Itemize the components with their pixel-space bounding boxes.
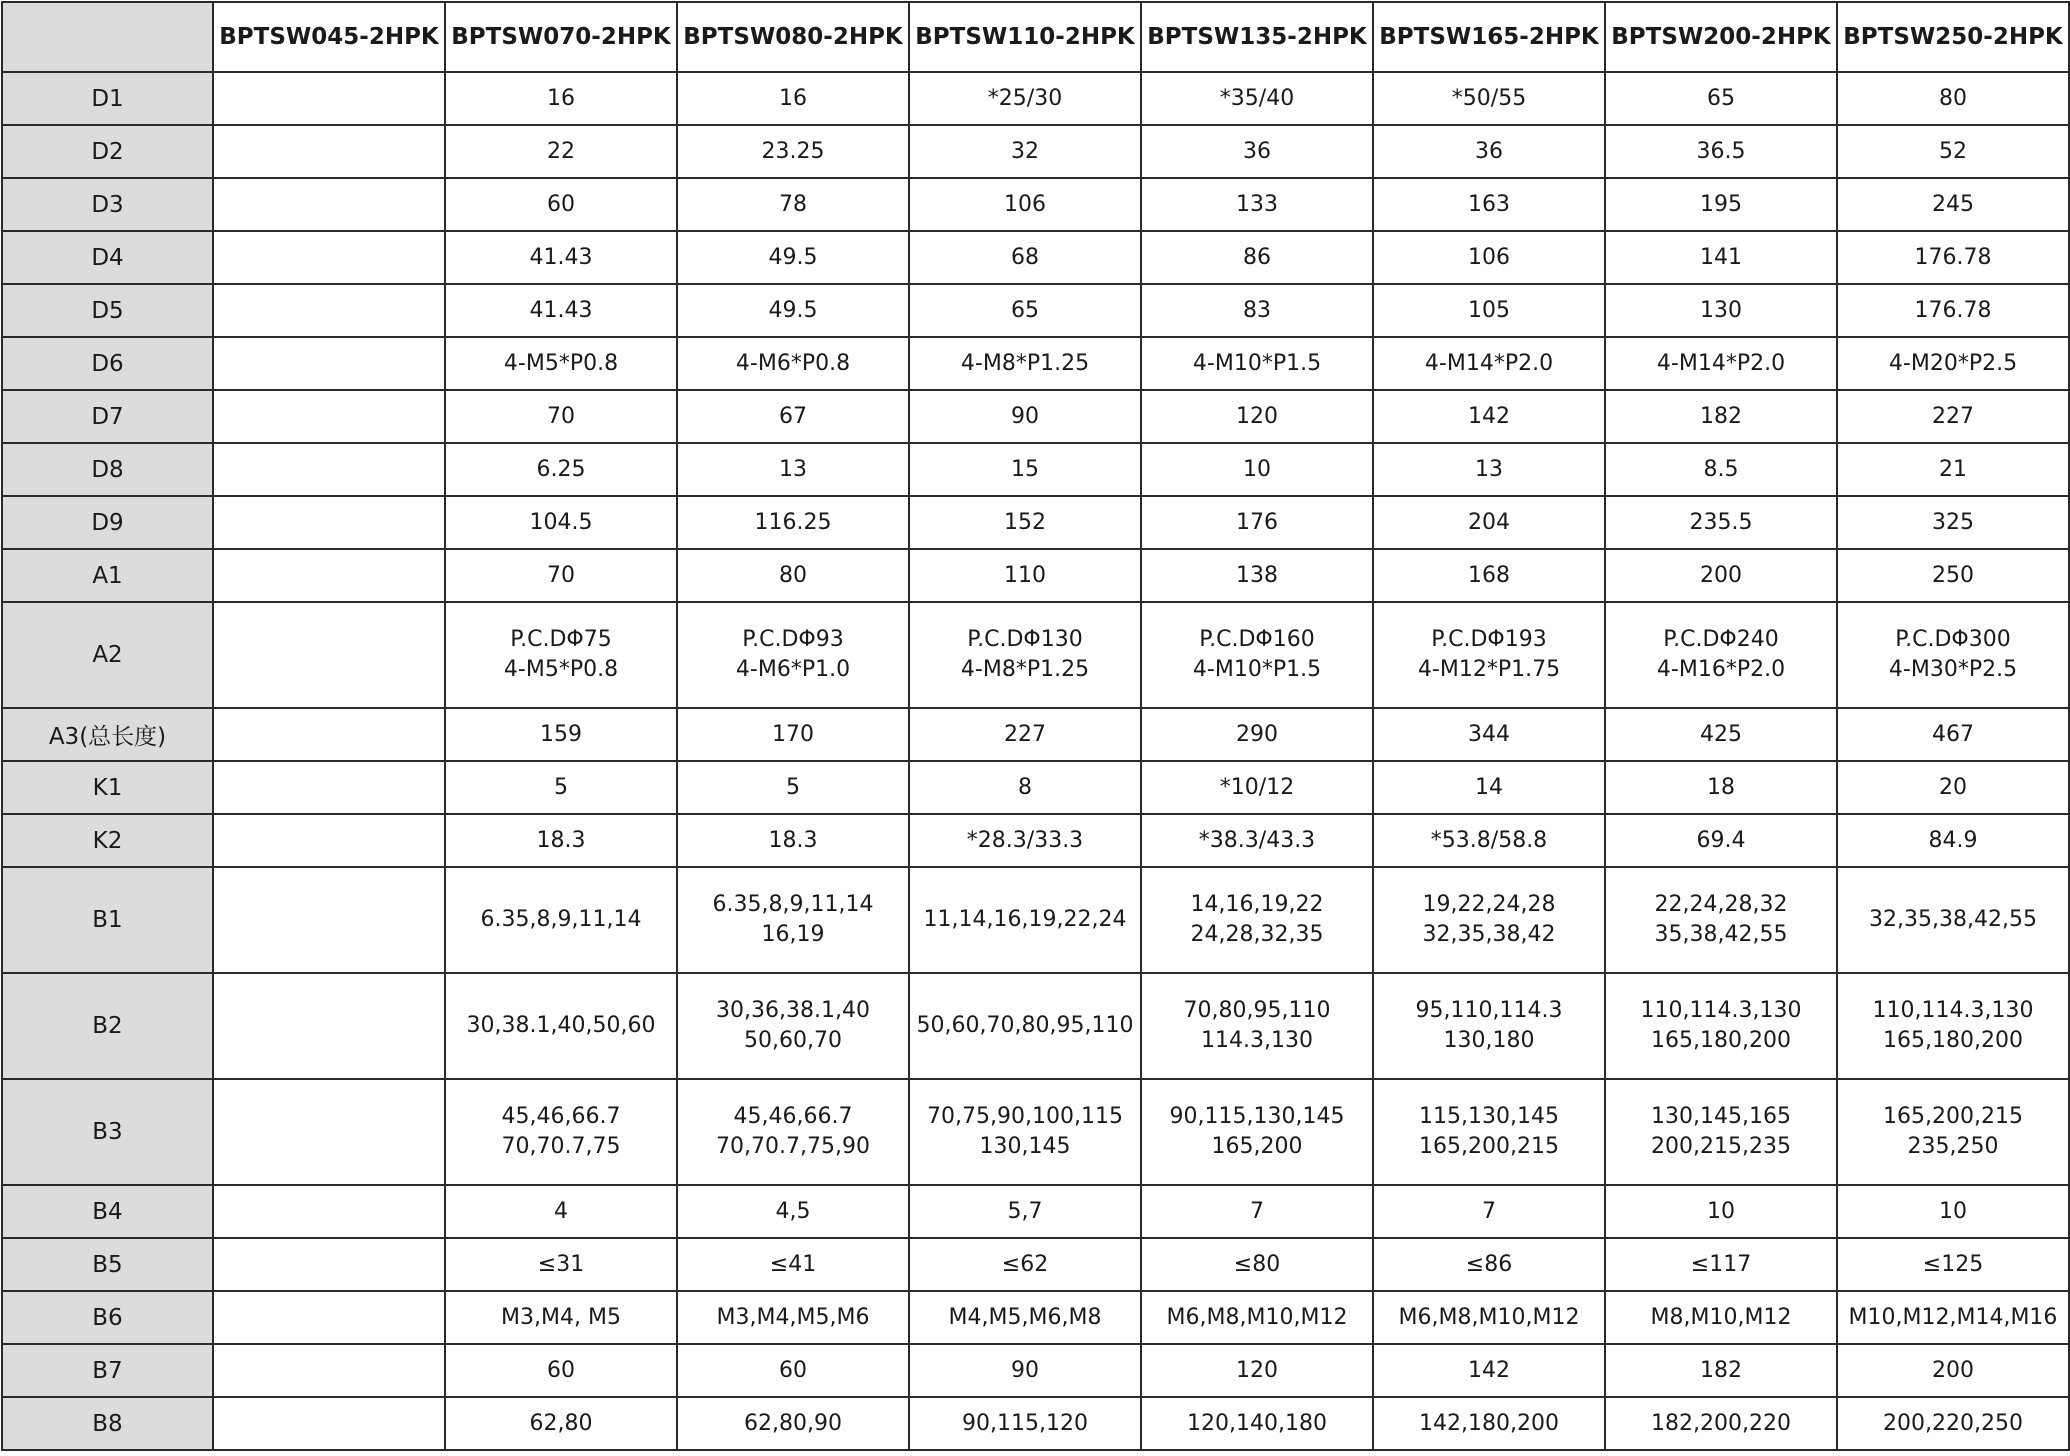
row-label: B7 xyxy=(2,1344,213,1397)
table-cell: 13 xyxy=(677,443,909,496)
table-cell xyxy=(213,1291,445,1344)
table-cell: 8 xyxy=(909,761,1141,814)
table-cell: 204 xyxy=(1373,496,1605,549)
table-cell: 115,130,145 165,200,215 xyxy=(1373,1079,1605,1185)
table-cell: 16 xyxy=(677,72,909,125)
table-cell: 4-M10*P1.5 xyxy=(1141,337,1373,390)
table-cell: *53.8/58.8 xyxy=(1373,814,1605,867)
table-cell: 227 xyxy=(909,708,1141,761)
row-label: B1 xyxy=(2,867,213,973)
table-cell: 30,36,38.1,40 50,60,70 xyxy=(677,973,909,1079)
table-cell: 78 xyxy=(677,178,909,231)
table-body xyxy=(2,72,2069,1450)
table-cell: 104.5 xyxy=(445,496,677,549)
table-cell: 50,60,70,80,95,110 xyxy=(909,973,1141,1079)
table-row xyxy=(2,708,2069,761)
table-cell: 41.43 xyxy=(445,231,677,284)
table-cell: 90 xyxy=(909,390,1141,443)
table-cell: M3,M4,M5,M6 xyxy=(677,1291,909,1344)
model-header: BPTSW250-2HPK xyxy=(1837,2,2069,72)
table-cell: 120 xyxy=(1141,1344,1373,1397)
row-label: B3 xyxy=(2,1079,213,1185)
table-cell xyxy=(213,761,445,814)
table-cell: 80 xyxy=(677,549,909,602)
table-row xyxy=(2,337,2069,390)
table-cell xyxy=(213,125,445,178)
table-cell: *50/55 xyxy=(1373,72,1605,125)
table-cell: M10,M12,M14,M16 xyxy=(1837,1291,2069,1344)
table-cell xyxy=(213,867,445,973)
table-cell xyxy=(213,549,445,602)
table-row xyxy=(2,72,2069,125)
table-cell: 116.25 xyxy=(677,496,909,549)
table-cell: 70,80,95,110 114.3,130 xyxy=(1141,973,1373,1079)
table-cell: 163 xyxy=(1373,178,1605,231)
row-label: D5 xyxy=(2,284,213,337)
row-label: D3 xyxy=(2,178,213,231)
spec-table xyxy=(1,1,2070,1451)
table-cell: 90 xyxy=(909,1344,1141,1397)
table-cell: 13 xyxy=(1373,443,1605,496)
table-cell: P.C.DΦ75 4-M5*P0.8 xyxy=(445,602,677,708)
table-row xyxy=(2,231,2069,284)
table-cell: 105 xyxy=(1373,284,1605,337)
table-cell: 5 xyxy=(445,761,677,814)
table-cell: 49.5 xyxy=(677,284,909,337)
table-cell: 5,7 xyxy=(909,1185,1141,1238)
table-cell: 65 xyxy=(909,284,1141,337)
table-row xyxy=(2,549,2069,602)
table-cell: 45,46,66.7 70,70.7,75,90 xyxy=(677,1079,909,1185)
table-cell: 4-M5*P0.8 xyxy=(445,337,677,390)
table-cell: *28.3/33.3 xyxy=(909,814,1141,867)
table-cell: 68 xyxy=(909,231,1141,284)
row-label: A1 xyxy=(2,549,213,602)
table-cell: 15 xyxy=(909,443,1141,496)
table-cell: 106 xyxy=(909,178,1141,231)
row-label: D4 xyxy=(2,231,213,284)
row-label: B5 xyxy=(2,1238,213,1291)
table-cell: 176 xyxy=(1141,496,1373,549)
row-label: K1 xyxy=(2,761,213,814)
table-cell: 45,46,66.7 70,70.7,75 xyxy=(445,1079,677,1185)
table-cell: 70,75,90,100,115 130,145 xyxy=(909,1079,1141,1185)
table-cell: ≤125 xyxy=(1837,1238,2069,1291)
table-cell: 22 xyxy=(445,125,677,178)
table-cell: P.C.DΦ193 4-M12*P1.75 xyxy=(1373,602,1605,708)
table-cell xyxy=(213,496,445,549)
header-row xyxy=(2,2,2069,72)
table-cell: 60 xyxy=(445,1344,677,1397)
table-cell: 80 xyxy=(1837,72,2069,125)
table-cell: 142 xyxy=(1373,390,1605,443)
table-cell: 250 xyxy=(1837,549,2069,602)
table-row xyxy=(2,1291,2069,1344)
table-cell: 14,16,19,22 24,28,32,35 xyxy=(1141,867,1373,973)
table-row xyxy=(2,1238,2069,1291)
table-cell: 84.9 xyxy=(1837,814,2069,867)
table-cell: 120,140,180 xyxy=(1141,1397,1373,1450)
table-cell: P.C.DΦ240 4-M16*P2.0 xyxy=(1605,602,1837,708)
table-cell: 41.43 xyxy=(445,284,677,337)
table-cell: ≤31 xyxy=(445,1238,677,1291)
table-cell: 36 xyxy=(1373,125,1605,178)
table-cell: ≤117 xyxy=(1605,1238,1837,1291)
table-cell: 18.3 xyxy=(677,814,909,867)
table-cell: *25/30 xyxy=(909,72,1141,125)
table-cell: 23.25 xyxy=(677,125,909,178)
table-cell: 60 xyxy=(445,178,677,231)
table-cell xyxy=(213,1185,445,1238)
table-cell: P.C.DΦ93 4-M6*P1.0 xyxy=(677,602,909,708)
table-cell: 4-M8*P1.25 xyxy=(909,337,1141,390)
table-cell: P.C.DΦ130 4-M8*P1.25 xyxy=(909,602,1141,708)
model-header: BPTSW135-2HPK xyxy=(1141,2,1373,72)
table-cell: *35/40 xyxy=(1141,72,1373,125)
table-cell: 165,200,215 235,250 xyxy=(1837,1079,2069,1185)
table-cell: 130,145,165 200,215,235 xyxy=(1605,1079,1837,1185)
table-cell: 32 xyxy=(909,125,1141,178)
table-cell: P.C.DΦ160 4-M10*P1.5 xyxy=(1141,602,1373,708)
table-cell: 245 xyxy=(1837,178,2069,231)
table-cell: 16 xyxy=(445,72,677,125)
row-label: A3(总长度) xyxy=(2,708,213,761)
table-cell: 62,80,90 xyxy=(677,1397,909,1450)
table-cell: 70 xyxy=(445,549,677,602)
table-cell: 290 xyxy=(1141,708,1373,761)
model-header: BPTSW045-2HPK xyxy=(213,2,445,72)
table-cell: 170 xyxy=(677,708,909,761)
row-label: B2 xyxy=(2,973,213,1079)
table-cell: 67 xyxy=(677,390,909,443)
table-cell: 176.78 xyxy=(1837,284,2069,337)
table-cell: 159 xyxy=(445,708,677,761)
model-header: BPTSW165-2HPK xyxy=(1373,2,1605,72)
table-row xyxy=(2,1344,2069,1397)
table-cell: 7 xyxy=(1141,1185,1373,1238)
table-row xyxy=(2,496,2069,549)
table-row xyxy=(2,284,2069,337)
table-cell: 4-M6*P0.8 xyxy=(677,337,909,390)
table-cell: 106 xyxy=(1373,231,1605,284)
table-cell: 467 xyxy=(1837,708,2069,761)
row-label: D2 xyxy=(2,125,213,178)
table-cell xyxy=(213,390,445,443)
table-cell: 90,115,130,145 165,200 xyxy=(1141,1079,1373,1185)
table-cell: 18 xyxy=(1605,761,1837,814)
table-row xyxy=(2,125,2069,178)
table-cell: 62,80 xyxy=(445,1397,677,1450)
table-cell: 6.35,8,9,11,14 16,19 xyxy=(677,867,909,973)
table-cell xyxy=(213,1344,445,1397)
table-cell: 8.5 xyxy=(1605,443,1837,496)
row-label: D9 xyxy=(2,496,213,549)
table-header xyxy=(2,2,2069,72)
table-cell: 18.3 xyxy=(445,814,677,867)
table-cell: 69.4 xyxy=(1605,814,1837,867)
table-row xyxy=(2,443,2069,496)
table-cell: 65 xyxy=(1605,72,1837,125)
table-cell: 4-M14*P2.0 xyxy=(1605,337,1837,390)
table-cell: 32,35,38,42,55 xyxy=(1837,867,2069,973)
table-cell xyxy=(213,72,445,125)
table-cell: M8,M10,M12 xyxy=(1605,1291,1837,1344)
table-cell: 425 xyxy=(1605,708,1837,761)
model-header: BPTSW200-2HPK xyxy=(1605,2,1837,72)
row-label: B8 xyxy=(2,1397,213,1450)
table-cell: 30,38.1,40,50,60 xyxy=(445,973,677,1079)
table-cell: 83 xyxy=(1141,284,1373,337)
row-label: B6 xyxy=(2,1291,213,1344)
table-cell xyxy=(213,1079,445,1185)
table-cell xyxy=(213,284,445,337)
table-cell: 182,200,220 xyxy=(1605,1397,1837,1450)
table-cell: 200 xyxy=(1837,1344,2069,1397)
table-cell: 6.35,8,9,11,14 xyxy=(445,867,677,973)
table-cell: 14 xyxy=(1373,761,1605,814)
table-cell: 49.5 xyxy=(677,231,909,284)
table-cell: 200,220,250 xyxy=(1837,1397,2069,1450)
table-cell: M6,M8,M10,M12 xyxy=(1373,1291,1605,1344)
table-cell: 227 xyxy=(1837,390,2069,443)
table-cell: M6,M8,M10,M12 xyxy=(1141,1291,1373,1344)
table-cell: ≤86 xyxy=(1373,1238,1605,1291)
table-cell: 4-M14*P2.0 xyxy=(1373,337,1605,390)
table-cell: 133 xyxy=(1141,178,1373,231)
table-cell: 344 xyxy=(1373,708,1605,761)
table-cell: 19,22,24,28 32,35,38,42 xyxy=(1373,867,1605,973)
table-row xyxy=(2,814,2069,867)
table-cell: 200 xyxy=(1605,549,1837,602)
table-cell: 110,114.3,130 165,180,200 xyxy=(1837,973,2069,1079)
table-cell: M3,M4, M5 xyxy=(445,1291,677,1344)
table-cell xyxy=(213,337,445,390)
row-label: D6 xyxy=(2,337,213,390)
table-row xyxy=(2,867,2069,973)
table-row xyxy=(2,1397,2069,1450)
table-cell: 235.5 xyxy=(1605,496,1837,549)
table-cell: 70 xyxy=(445,390,677,443)
table-cell xyxy=(213,1238,445,1291)
table-cell: 36 xyxy=(1141,125,1373,178)
table-cell: ≤80 xyxy=(1141,1238,1373,1291)
table-cell: 176.78 xyxy=(1837,231,2069,284)
table-cell: 130 xyxy=(1605,284,1837,337)
row-label: D8 xyxy=(2,443,213,496)
table-cell xyxy=(213,602,445,708)
table-cell: 60 xyxy=(677,1344,909,1397)
table-cell: 90,115,120 xyxy=(909,1397,1141,1450)
table-cell: 6.25 xyxy=(445,443,677,496)
corner-cell xyxy=(2,2,213,72)
table-cell: 182 xyxy=(1605,390,1837,443)
table-cell: 95,110,114.3 130,180 xyxy=(1373,973,1605,1079)
table-cell: 22,24,28,32 35,38,42,55 xyxy=(1605,867,1837,973)
table-cell: 4 xyxy=(445,1185,677,1238)
row-label: B4 xyxy=(2,1185,213,1238)
table-cell: *10/12 xyxy=(1141,761,1373,814)
table-cell: 4-M20*P2.5 xyxy=(1837,337,2069,390)
table-row xyxy=(2,602,2069,708)
table-cell: 11,14,16,19,22,24 xyxy=(909,867,1141,973)
table-cell: 152 xyxy=(909,496,1141,549)
model-header: BPTSW080-2HPK xyxy=(677,2,909,72)
table-cell xyxy=(213,231,445,284)
table-cell: P.C.DΦ300 4-M30*P2.5 xyxy=(1837,602,2069,708)
table-row xyxy=(2,178,2069,231)
row-label: D1 xyxy=(2,72,213,125)
table-cell: 142 xyxy=(1373,1344,1605,1397)
table-cell: 20 xyxy=(1837,761,2069,814)
table-cell xyxy=(213,1397,445,1450)
table-cell: 7 xyxy=(1373,1185,1605,1238)
table-cell: 110 xyxy=(909,549,1141,602)
table-cell: ≤41 xyxy=(677,1238,909,1291)
table-cell: 86 xyxy=(1141,231,1373,284)
table-cell: 168 xyxy=(1373,549,1605,602)
table-cell: 182 xyxy=(1605,1344,1837,1397)
model-header: BPTSW070-2HPK xyxy=(445,2,677,72)
table-row xyxy=(2,1079,2069,1185)
row-label: D7 xyxy=(2,390,213,443)
table-cell: 52 xyxy=(1837,125,2069,178)
table-cell: 10 xyxy=(1837,1185,2069,1238)
table-cell: 4,5 xyxy=(677,1185,909,1238)
model-header: BPTSW110-2HPK xyxy=(909,2,1141,72)
table-cell: 138 xyxy=(1141,549,1373,602)
table-cell: M4,M5,M6,M8 xyxy=(909,1291,1141,1344)
table-cell: 21 xyxy=(1837,443,2069,496)
table-row xyxy=(2,761,2069,814)
table-cell xyxy=(213,178,445,231)
table-cell: 10 xyxy=(1141,443,1373,496)
table-cell xyxy=(213,973,445,1079)
table-cell: 141 xyxy=(1605,231,1837,284)
table-row xyxy=(2,973,2069,1079)
table-cell: 10 xyxy=(1605,1185,1837,1238)
table-row xyxy=(2,1185,2069,1238)
row-label: A2 xyxy=(2,602,213,708)
table-cell: 110,114.3,130 165,180,200 xyxy=(1605,973,1837,1079)
table-cell xyxy=(213,708,445,761)
table-cell: 36.5 xyxy=(1605,125,1837,178)
table-cell: 5 xyxy=(677,761,909,814)
table-cell: ≤62 xyxy=(909,1238,1141,1291)
table-cell: 120 xyxy=(1141,390,1373,443)
table-cell xyxy=(213,814,445,867)
row-label: K2 xyxy=(2,814,213,867)
table-row xyxy=(2,390,2069,443)
table-cell: 325 xyxy=(1837,496,2069,549)
table-cell: *38.3/43.3 xyxy=(1141,814,1373,867)
table-cell: 142,180,200 xyxy=(1373,1397,1605,1450)
table-cell: 195 xyxy=(1605,178,1837,231)
table-cell xyxy=(213,443,445,496)
